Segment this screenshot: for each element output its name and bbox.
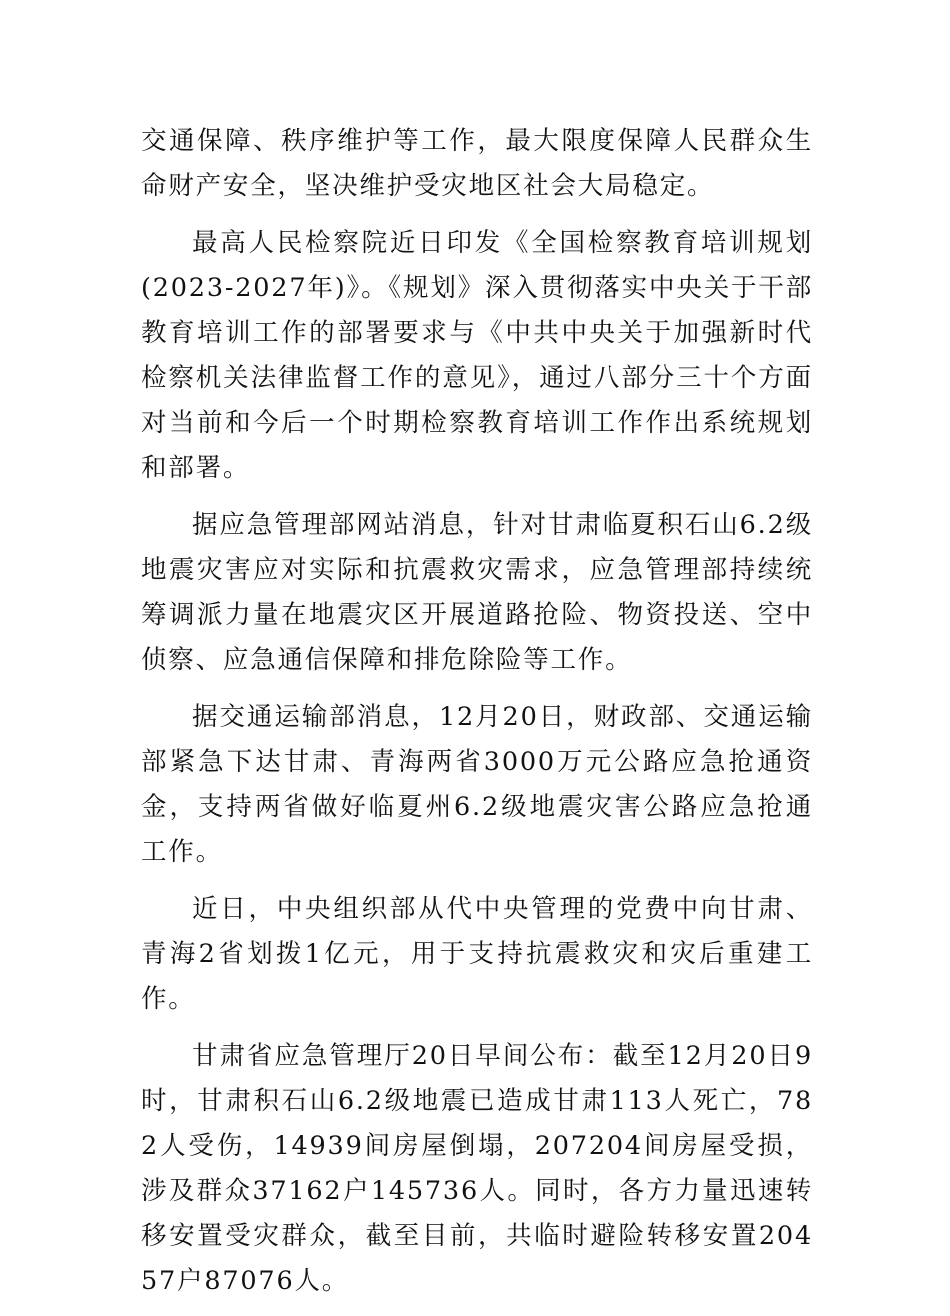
paragraph-continuation: 交通保障、秩序维护等工作，最大限度保障人民群众生命财产安全，坚决维护受灾地区社会大局稳定。 <box>141 126 813 201</box>
paragraph-procuratorate-training-plan: 最高人民检察院近日印发《全国检察教育培训规划(2023-2027年)》。《规划》深入贯彻落实中央关于干部教育培训工作的部署要求与《中共中央关于加强新时代检察机关法律监督工作的意见》，通过八部分三十个方面对当前和今后一个时期检察教育培训工作作出系统规划和部署。 <box>141 228 813 483</box>
paragraph-casualty-report: 甘肃省应急管理厅20日早间公布：截至12月20日9时，甘肃积石山6.2级地震已造成甘肃113人死亡，782人受伤，14939间房屋倒塌，207204间房屋受损，涉及群众37162户145736人。同时，各方力量迅速转移安置受灾群众，截至目前，共临时避险转移安置20457户87076人。 <box>141 1041 813 1296</box>
paragraph-emergency-management: 据应急管理部网站消息，针对甘肃临夏积石山6.2级地震灾害应对实际和抗震救灾需求，应急管理部持续统筹调派力量在地震灾区开展道路抢险、物资投送、空中侦察、应急通信保障和排危除险等工作。 <box>141 510 813 675</box>
document-body <box>141 119 813 1316</box>
paragraph-organization-department: 近日，中央组织部从代中央管理的党费中向甘肃、青海2省划拨1亿元，用于支持抗震救灾和灾后重建工作。 <box>141 894 813 1014</box>
paragraph-transport-funds: 据交通运输部消息，12月20日，财政部、交通运输部紧急下达甘肃、青海两省3000万元公路应急抢通资金，支持两省做好临夏州6.2级地震灾害公路应急抢通工作。 <box>141 702 813 867</box>
